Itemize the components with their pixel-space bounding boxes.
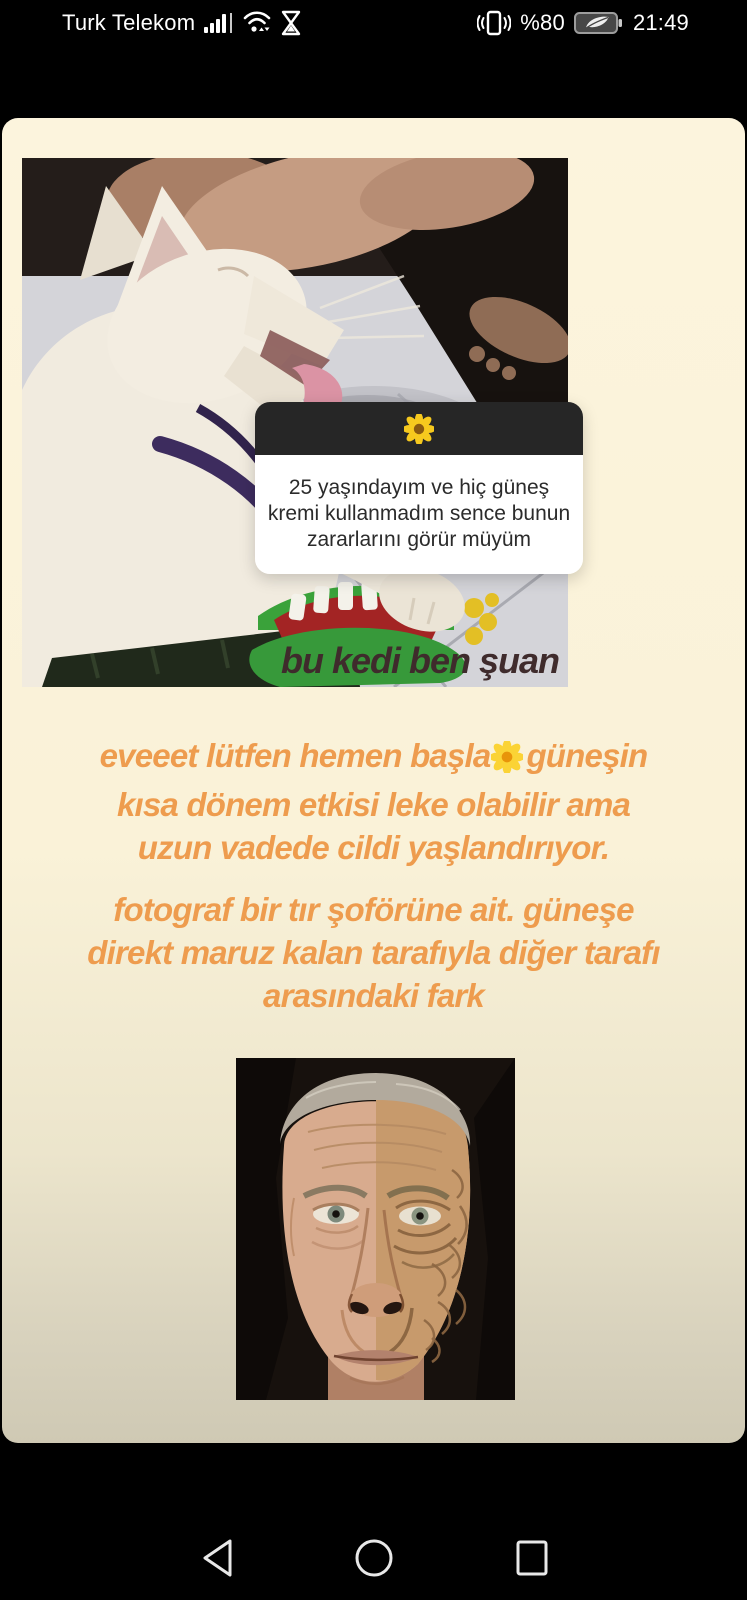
- reply2-line3: arasındaki fark: [263, 977, 484, 1014]
- reply1-line1: [20, 734, 727, 783]
- recents-button[interactable]: [514, 1539, 550, 1579]
- status-bar-right: [477, 10, 689, 36]
- reply-text-block-2: [20, 888, 727, 1017]
- sticker-line: zararlarını görür müyüm: [306, 528, 532, 551]
- home-button[interactable]: [356, 1539, 392, 1579]
- vibrate-icon: [477, 10, 511, 36]
- reply2-line2: direkt maruz kalan tarafıyla diğer tarafı: [87, 934, 660, 971]
- battery-leaf-icon: [574, 10, 624, 36]
- question-sticker: [255, 402, 583, 574]
- reply1-line1-pre: eveeet lütfen hemen başla: [99, 737, 491, 774]
- battery-percent-label: %80: [520, 10, 565, 35]
- signal-strength-icon: [204, 11, 234, 35]
- status-bar: [0, 0, 747, 46]
- sun-damaged-face-image: [236, 1058, 515, 1400]
- reply-text-block-1: [20, 734, 727, 869]
- sticker-line: kremi kullanmadım sence bunun: [267, 502, 571, 525]
- time-label: 21:49: [632, 10, 689, 35]
- recents-square-icon: [514, 1538, 550, 1581]
- back-button[interactable]: [198, 1539, 234, 1579]
- carrier-label: Turk Telekom: [62, 10, 196, 35]
- status-bar-left: [62, 10, 302, 36]
- wifi-icon: [243, 10, 271, 36]
- reply1-line2: kısa dönem etkisi leke olabilir ama: [116, 786, 631, 823]
- android-nav-bar: [0, 1443, 747, 1600]
- blossom-flower-icon: [491, 743, 523, 780]
- question-sticker-text: [255, 455, 583, 574]
- reply1-line1-post: güneşin: [526, 737, 648, 774]
- question-sticker-header: [255, 402, 583, 455]
- photo-caption: bu kedi ben şuan: [280, 640, 560, 681]
- hourglass-icon: [280, 10, 302, 36]
- reply1-line3: uzun vadede cildi yaşlandırıyor.: [137, 829, 610, 866]
- sunflower-icon: [404, 414, 434, 444]
- reply2-line1: fotograf bir tır şoförüne ait. güneşe: [113, 891, 634, 928]
- home-circle-icon: [354, 1538, 394, 1581]
- sticker-line: 25 yaşındayım ve hiç güneş: [288, 476, 550, 499]
- back-triangle-icon: [199, 1538, 233, 1581]
